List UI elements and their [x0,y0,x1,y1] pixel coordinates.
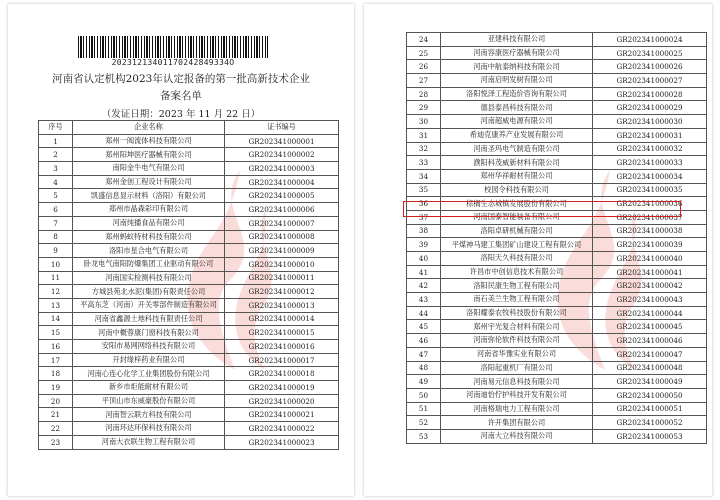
table-row [407,169,707,183]
company-name: 洛阳卓研机械有限公司 [441,224,593,238]
table-row [407,87,707,101]
certificate-number: GR202341000013 [225,298,339,312]
certificate-number: GR202341000042 [593,279,707,293]
row-number: 26 [407,60,441,74]
company-name: 河南国泰智能装备有限公司 [441,210,593,224]
row-number: 43 [407,293,441,307]
certificate-number: GR202341000015 [225,326,339,340]
certificate-number: GR202341000049 [593,375,707,389]
certificate-number: GR202341000016 [225,340,339,354]
company-name: 南阳金牛电气有限公司 [73,162,225,176]
company-name: 洛阳天久科技有限公司 [441,252,593,266]
company-name: 河南格瑞电力工程有限公司 [441,402,593,416]
row-number: 34 [407,169,441,183]
table-row [407,320,707,334]
table-row [407,60,707,74]
company-name: 河南易元信息科技有限公司 [441,375,593,389]
table-row [407,265,707,279]
table-row [407,402,707,416]
table-row [407,293,707,307]
company-name: 郑州华祥耐材有限公司 [441,169,593,183]
table-row [39,134,339,148]
certificate-number: GR202341000043 [593,293,707,307]
certificate-number: GR202341000051 [593,402,707,416]
company-name: 河南国实检测科技有限公司 [73,271,225,285]
row-number: 48 [407,361,441,375]
certificate-number: GR202341000034 [593,169,707,183]
certificate-number: GR202341000004 [225,175,339,189]
row-number: 30 [407,115,441,129]
row-number: 35 [407,183,441,197]
table-row [407,361,707,375]
certificate-number: GR202341000033 [593,156,707,170]
table-row [407,101,707,115]
certificate-number: GR202341000001 [225,134,339,148]
certificate-number: GR202341000002 [225,148,339,162]
company-name: 郑州宇光复合材料有限公司 [441,320,593,334]
table-row [39,271,339,285]
certificate-number: GR202341000009 [225,244,339,258]
table-row [407,306,707,320]
row-number: 17 [39,353,73,367]
row-number: 41 [407,265,441,279]
certificate-number: GR202341000027 [593,74,707,88]
certificate-number: GR202341000029 [593,101,707,115]
certificate-number: GR202341000036 [593,197,707,211]
row-number: 4 [39,175,73,189]
company-name: 河南圣玛电气制造有限公司 [441,142,593,156]
table-row [407,416,707,430]
table-row [39,381,339,395]
table-row [39,394,339,408]
row-number: 37 [407,210,441,224]
row-number: 29 [407,101,441,115]
document-title: 河南省认定机构2023年认定报备的第一批高新技术企业 [52,73,310,85]
table-header-row [39,121,339,135]
company-name: 河南环达环保科技有限公司 [73,422,225,436]
row-number: 36 [407,197,441,211]
row-number: 49 [407,375,441,389]
table-row [407,115,707,129]
certificate-number: GR202341000020 [225,394,339,408]
certificate-number: GR202341000035 [593,183,707,197]
company-name: 郑州蚂蚁特材科技有限公司 [73,230,225,244]
certificate-number: GR202341000040 [593,252,707,266]
table-row [39,162,339,176]
row-number: 10 [39,257,73,271]
table-row [407,128,707,142]
row-number: 52 [407,416,441,430]
certificate-number: GR202341000030 [593,115,707,129]
company-name: 平煤神马建工集团矿山建设工程有限公司 [441,238,593,252]
certificate-number: GR202341000010 [225,257,339,271]
certificate-number: GR202341000048 [593,361,707,375]
company-name: 洛阳悦泽工程造价咨询有限公司 [441,87,593,101]
certificate-number: GR202341000017 [225,353,339,367]
certificate-number: GR202341000050 [593,388,707,402]
table-row [407,347,707,361]
company-table-right [406,32,707,444]
table-row [39,175,339,189]
document-subtitle: 备案名单 [160,90,202,102]
company-name: 郑州市晶森彩印有限公司 [73,203,225,217]
row-number: 6 [39,203,73,217]
certificate-number: GR202341000023 [225,435,339,449]
certificate-number: GR202341000044 [593,306,707,320]
certificate-number: GR202341000025 [593,46,707,60]
table-row [39,257,339,271]
row-number: 44 [407,306,441,320]
row-number: 50 [407,388,441,402]
table-row [407,142,707,156]
row-number: 15 [39,326,73,340]
company-name: 开封缘梓药业有限公司 [73,353,225,367]
company-name: 洛阳民康生物工程有限公司 [441,279,593,293]
row-number: 39 [407,238,441,252]
company-name: 河南弥伦软件科技有限公司 [441,334,593,348]
row-number: 28 [407,87,441,101]
company-name: 河南省华豫实业有限公司 [441,347,593,361]
company-name: 河南大衣联生物工程有限公司 [73,435,225,449]
row-number: 38 [407,224,441,238]
company-name: 郑州一阀流体科技有限公司 [73,134,225,148]
company-name: 河南心连心化学工业集团股份有限公司 [73,367,225,381]
header-name: 企业名称 [73,121,225,135]
table-row [39,340,339,354]
certificate-number: GR202341000046 [593,334,707,348]
table-row [39,216,339,230]
company-name: 卧龙电气南阳防爆集团工业驱动有限公司 [73,257,225,271]
row-number: 13 [39,298,73,312]
row-number: 40 [407,252,441,266]
barcode [78,36,268,58]
table-row [407,46,707,60]
table-row [407,74,707,88]
certificate-number: GR202341000012 [225,285,339,299]
row-number: 24 [407,33,441,47]
certificate-number: GR202341000021 [225,408,339,422]
certificate-number: GR202341000022 [225,422,339,436]
row-number: 3 [39,162,73,176]
certificate-number: GR202341000003 [225,162,339,176]
table-row [407,183,707,197]
row-number: 18 [39,367,73,381]
certificate-number: GR202341000019 [225,381,339,395]
company-name: 德县泰昌科技有限公司 [441,101,593,115]
certificate-number: GR202341000052 [593,416,707,430]
row-number: 42 [407,279,441,293]
certificate-number: GR202341000007 [225,216,339,230]
row-number: 31 [407,128,441,142]
certificate-number: GR202341000038 [593,224,707,238]
certificate-number: GR202341000028 [593,87,707,101]
table-row [39,230,339,244]
certificate-number: GR202341000031 [593,128,707,142]
company-name: 郑州阳坤医疗器械有限公司 [73,148,225,162]
company-name: 河南省鑫源土地科技有限责任公司 [73,312,225,326]
company-name: 洛阳耀泰农牧科技股份有限公司 [441,306,593,320]
company-name: 河南中概蓉康门窗科技有限公司 [73,326,225,340]
row-number: 46 [407,334,441,348]
row-number: 16 [39,340,73,354]
table-row [39,353,339,367]
company-name: 亚建科技有限公司 [441,33,593,47]
certificate-number: GR202341000011 [225,271,339,285]
issue-date: （发证日期：2023 年 11 月 22 日） [101,109,261,120]
certificate-number: GR202341000045 [593,320,707,334]
table-row [39,189,339,203]
row-number: 27 [407,74,441,88]
row-number: 51 [407,402,441,416]
company-name: 许开集团有限公司 [441,416,593,430]
row-number: 53 [407,429,441,443]
certificate-number: GR202341000005 [225,189,339,203]
table-row [407,33,707,47]
row-number: 20 [39,394,73,408]
table-row [39,148,339,162]
certificate-number: GR202341000026 [593,60,707,74]
company-name: 河南超威电源有限公司 [441,115,593,129]
row-number: 32 [407,142,441,156]
header-no: 序号 [39,121,73,135]
barcode-number: 20231213401170242849334O [111,58,235,67]
table-row [39,326,339,340]
highlight-box [403,201,681,217]
certificate-number: GR202341000039 [593,238,707,252]
table-row [39,203,339,217]
table-row [407,375,707,389]
company-name: 郑州金创工程设计有限公司 [73,175,225,189]
certificate-number: GR202341000014 [225,312,339,326]
company-name: 河南大立科技有限公司 [441,429,593,443]
table-row [407,429,707,443]
table-row [39,244,339,258]
company-table-left [38,120,339,450]
company-name: 河南迪恰佇护科技开发有限公司 [441,388,593,402]
row-number: 9 [39,244,73,258]
row-number: 11 [39,271,73,285]
company-name: 南石美兰生物工程有限公司 [441,293,593,307]
certificate-number: GR202341000053 [593,429,707,443]
row-number: 5 [39,189,73,203]
row-number: 45 [407,320,441,334]
table-row [39,312,339,326]
table-row [39,285,339,299]
company-name: 新乡市炬能耐材有限公司 [73,381,225,395]
company-name: 河南纯播食品有限公司 [73,216,225,230]
table-row [407,334,707,348]
table-row [39,408,339,422]
company-name: 洛阳市星合电气有限公司 [73,244,225,258]
company-name: 许昌市中创信息技术有限公司 [441,265,593,279]
row-number: 7 [39,216,73,230]
company-name: 方城县苑北水泥(集团)有限责任公司 [73,285,225,299]
company-name: 濮阳科茂威新材料有限公司 [441,156,593,170]
row-number: 23 [39,435,73,449]
company-name: 洛阳起重机厂有限公司 [441,361,593,375]
company-name: 平高东芝（河南）开关零部件制造有限公司 [73,298,225,312]
table-row [407,238,707,252]
certificate-number: GR202341000032 [593,142,707,156]
row-number: 1 [39,134,73,148]
company-name: 希迪克康养产业发展有限公司 [441,128,593,142]
row-number: 25 [407,46,441,60]
table-row [39,367,339,381]
certificate-number: GR202341000006 [225,203,339,217]
company-name: 河南启明发树有限公司 [441,74,593,88]
header-cert: 证书编号 [225,121,339,135]
row-number: 22 [39,422,73,436]
company-name: 安阳市易网网络科技有限公司 [73,340,225,354]
table-row [39,435,339,449]
table-row [407,279,707,293]
certificate-number: GR202341000041 [593,265,707,279]
certificate-number: GR202341000047 [593,347,707,361]
row-number: 8 [39,230,73,244]
row-number: 47 [407,347,441,361]
row-number: 19 [39,381,73,395]
row-number: 33 [407,156,441,170]
table-row [407,224,707,238]
company-name: 棕榈生态城镇发展股份有限公司 [441,197,593,211]
company-name: 平顶山市东威豪股份有限公司 [73,394,225,408]
table-row [407,156,707,170]
row-number: 21 [39,408,73,422]
company-name: 河南中航泰纳科技有限公司 [441,60,593,74]
row-number: 2 [39,148,73,162]
table-row [39,422,339,436]
certificate-number: GR202341000008 [225,230,339,244]
company-name: 河南智云联方科技有限公司 [73,408,225,422]
certificate-number: GR202341000018 [225,367,339,381]
company-name: 凯盛信息显示材料（洛阳）有限公司 [73,189,225,203]
row-number: 14 [39,312,73,326]
table-row [407,252,707,266]
table-row [407,388,707,402]
company-name: 河南容康医疗器械有限公司 [441,46,593,60]
row-number: 12 [39,285,73,299]
certificate-number: GR202341000024 [593,33,707,47]
certificate-number: GR202341000037 [593,210,707,224]
table-row [39,298,339,312]
company-name: 校园令科技有限公司 [441,183,593,197]
